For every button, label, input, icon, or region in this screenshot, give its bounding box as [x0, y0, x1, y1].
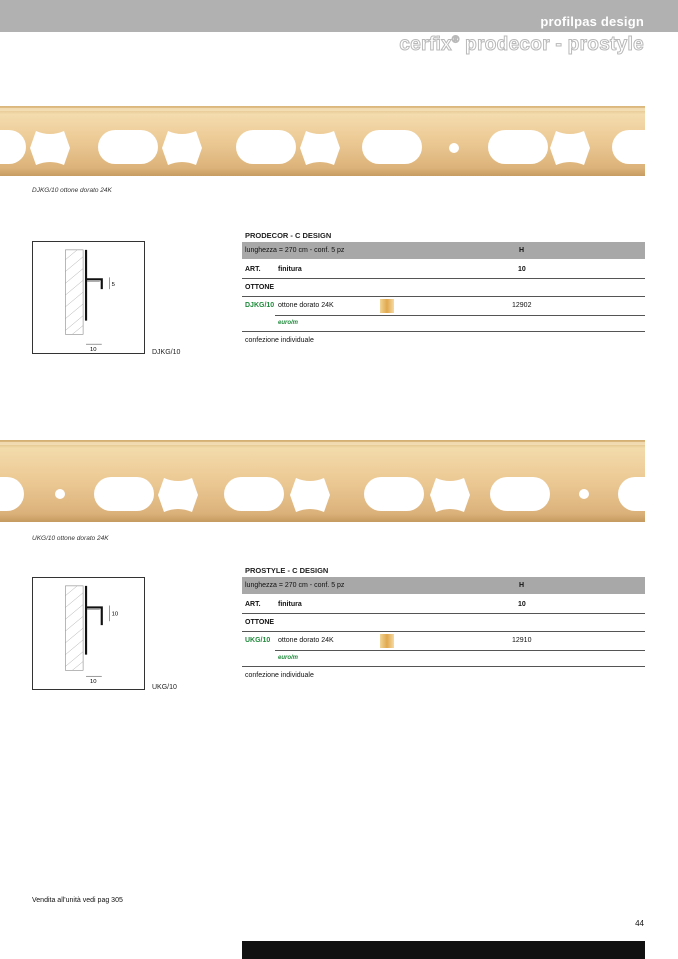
- table-title: PROSTYLE - C DESIGN: [245, 566, 329, 575]
- footer-bar: [242, 941, 645, 959]
- article-code: UKG/10: [245, 637, 271, 644]
- packaging-note: confezione individuale: [245, 672, 314, 679]
- product-caption: DJKG/10 ottone dorato 24K: [32, 187, 112, 194]
- divider: [242, 296, 645, 297]
- section-drawing-djkg: [32, 241, 145, 354]
- page-header: [0, 0, 678, 32]
- gold-finish-swatch: [380, 634, 394, 648]
- profile-photo-ukg: [0, 440, 645, 522]
- price-unit: euro/m: [278, 655, 299, 661]
- table-header: [242, 577, 645, 594]
- dimension-height: 10: [111, 611, 119, 618]
- product-table-prodecor: PRODECOR - C DESIGN lunghezza = 270 cm - conf. 5 pz H ART. finitura 10 OTTONE DJKG/10 ottone dorato 24K 12902 euro/m confezione individuale: [242, 231, 645, 351]
- unit-sale-note: Vendita all'unità vedi pag 305: [32, 897, 123, 904]
- product-caption: UKG/10 ottone dorato 24K: [32, 535, 109, 542]
- divider: [242, 613, 645, 614]
- divider: [275, 315, 645, 316]
- product-table-prostyle: PROSTYLE - C DESIGN lunghezza = 270 cm - conf. 5 pz H ART. finitura 10 OTTONE UKG/10 ottone dorato 24K 12910 euro/m confezione individuale: [242, 566, 645, 686]
- length-info: lunghezza = 270 cm - conf. 5 pz: [245, 247, 345, 254]
- divider: [275, 650, 645, 651]
- divider: [242, 278, 645, 279]
- finish-name: ottone dorato 24K: [278, 302, 334, 309]
- section-drawing-ukg: [32, 577, 145, 690]
- price-unit: euro/m: [278, 320, 299, 326]
- dimension-height: 5: [111, 282, 115, 289]
- profile-photo-djkg: [0, 106, 645, 176]
- divider: [242, 666, 645, 667]
- column-h-header: H: [519, 582, 525, 589]
- table-header: [242, 242, 645, 259]
- brand-title: profilpas design: [540, 14, 644, 29]
- divider: [242, 631, 645, 632]
- dimension-width: 10: [89, 347, 97, 354]
- divider: [242, 331, 645, 332]
- packaging-note: confezione individuale: [245, 337, 314, 344]
- drawing-code-label: DJKG/10: [152, 349, 181, 356]
- gold-finish-swatch: [380, 299, 394, 313]
- series-title: cerfix® prodecor - prostyle: [399, 34, 644, 55]
- price: 12910: [512, 637, 532, 644]
- price: 12902: [512, 302, 532, 309]
- dimension-width: 10: [89, 679, 97, 686]
- table-title: PRODECOR - C DESIGN: [245, 231, 332, 240]
- column-h-header: H: [519, 247, 525, 254]
- length-info: lunghezza = 270 cm - conf. 5 pz: [245, 582, 345, 589]
- page-number: 44: [635, 919, 644, 928]
- finish-name: ottone dorato 24K: [278, 637, 334, 644]
- drawing-code-label: UKG/10: [152, 684, 177, 691]
- article-code: DJKG/10: [245, 302, 275, 309]
